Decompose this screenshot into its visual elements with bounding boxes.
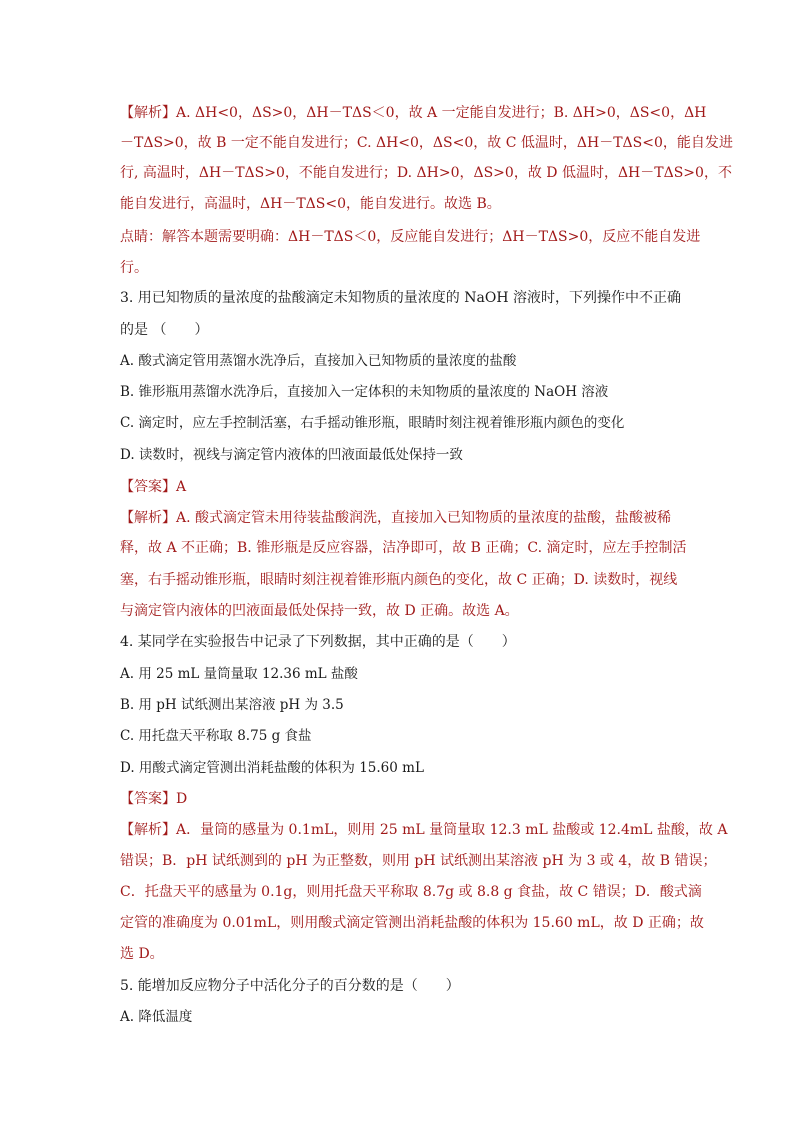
question-4-option-d: D. 用酸式滴定管测出消耗盐酸的体积为 15.60 mL: [120, 760, 424, 776]
answer-q3: 【答案】A: [120, 479, 187, 495]
question-4-option-b: B. 用 pH 试纸测出某溶液 pH 为 3.5: [120, 697, 344, 713]
question-4-stem: 4. 某同学在实验报告中记录了下列数据，其中正确的是（ ）: [120, 634, 516, 650]
analysis-q4-line-2: 错误；B．pH 试纸测到的 pH 为正整数，则用 pH 试纸测出某溶液 pH 为 3 或 4，故 B 错误；: [120, 853, 717, 869]
analysis-q2-line-3: 行, 高温时，ΔH－TΔS>0，不能自发进行；D. ΔH>0，ΔS>0，故 D 低温时，ΔH－TΔS>0，不: [120, 165, 732, 181]
tip-q2-line-2: 行。: [120, 260, 148, 276]
analysis-q3-line-2: 释，故 A 不正确；B. 锥形瓶是反应容器，洁净即可，故 B 正确；C. 滴定时，应左手控制活: [120, 540, 687, 556]
question-3-option-a: A. 酸式滴定管用蒸馏水洗净后，直接加入已知物质的量浓度的盐酸: [120, 353, 517, 369]
analysis-q4-line-5: 选 D。: [120, 946, 164, 962]
question-5-option-a: A. 降低温度: [120, 1009, 193, 1025]
answer-q4: 【答案】D: [120, 791, 188, 807]
question-3-line-2: 的是 （ ）: [120, 322, 209, 338]
analysis-q3-line-4: 与滴定管内液体的凹液面最低处保持一致，故 D 正确。故选 A。: [120, 603, 519, 619]
analysis-q3-line-3: 塞，右手摇动锥形瓶，眼睛时刻注视着锥形瓶内颜色的变化，故 C 正确；D. 读数时，视线: [120, 572, 678, 588]
question-3-option-d: D. 读数时，视线与滴定管内液体的凹液面最低处保持一致: [120, 447, 463, 463]
question-4-option-c: C. 用托盘天平称取 8.75 g 食盐: [120, 728, 312, 744]
question-3-option-c: C. 滴定时，应左手控制活塞，右手摇动锥形瓶，眼睛时刻注视着锥形瓶内颜色的变化: [120, 415, 625, 431]
analysis-q4-line-4: 定管的准确度为 0.01mL，则用酸式滴定管测出消耗盐酸的体积为 15.60 mL，故 D 正确；故: [120, 915, 704, 931]
analysis-q2-line-2: －TΔS>0，故 B 一定不能自发进行；C. ΔH<0，ΔS<0，故 C 低温时，ΔH－TΔS<0，能自发进: [120, 135, 733, 151]
question-4-option-a: A. 用 25 mL 量筒量取 12.36 mL 盐酸: [120, 666, 358, 682]
analysis-q2-line-1: 【解析】A. ΔH<0，ΔS>0，ΔH－TΔS＜0，故 A 一定能自发进行；B. ΔH>0，ΔS<0，ΔH: [120, 105, 707, 121]
analysis-q2-line-4: 能自发进行，高温时，ΔH－TΔS<0，能自发进行。故选 B。: [120, 196, 501, 212]
analysis-q4-line-3: C．托盘天平的感量为 0.1g，则用托盘天平称取 8.7g 或 8.8 g 食盐，故 C 错误；D．酸式滴: [120, 884, 702, 900]
analysis-q3-line-1: 【解析】A. 酸式滴定管未用待装盐酸润洗，直接加入已知物质的量浓度的盐酸，盐酸被稀: [120, 510, 672, 526]
question-3-option-b: B. 锥形瓶用蒸馏水洗净后，直接加入一定体积的未知物质的量浓度的 NaOH 溶液: [120, 384, 609, 400]
tip-q2-line-1: 点睛：解答本题需要明确：ΔH－TΔS＜0，反应能自发进行；ΔH－TΔS>0，反应不能自发进: [120, 229, 701, 245]
question-5-stem: 5. 能增加反应物分子中活化分子的百分数的是（ ）: [120, 978, 460, 994]
analysis-q4-line-1: 【解析】A．量筒的感量为 0.1mL，则用 25 mL 量筒量取 12.3 mL 盐酸或 12.4mL 盐酸，故 A: [120, 822, 728, 838]
question-3-line-1: 3. 用已知物质的量浓度的盐酸滴定未知物质的量浓度的 NaOH 溶液时，下列操作中不正确: [120, 290, 681, 306]
